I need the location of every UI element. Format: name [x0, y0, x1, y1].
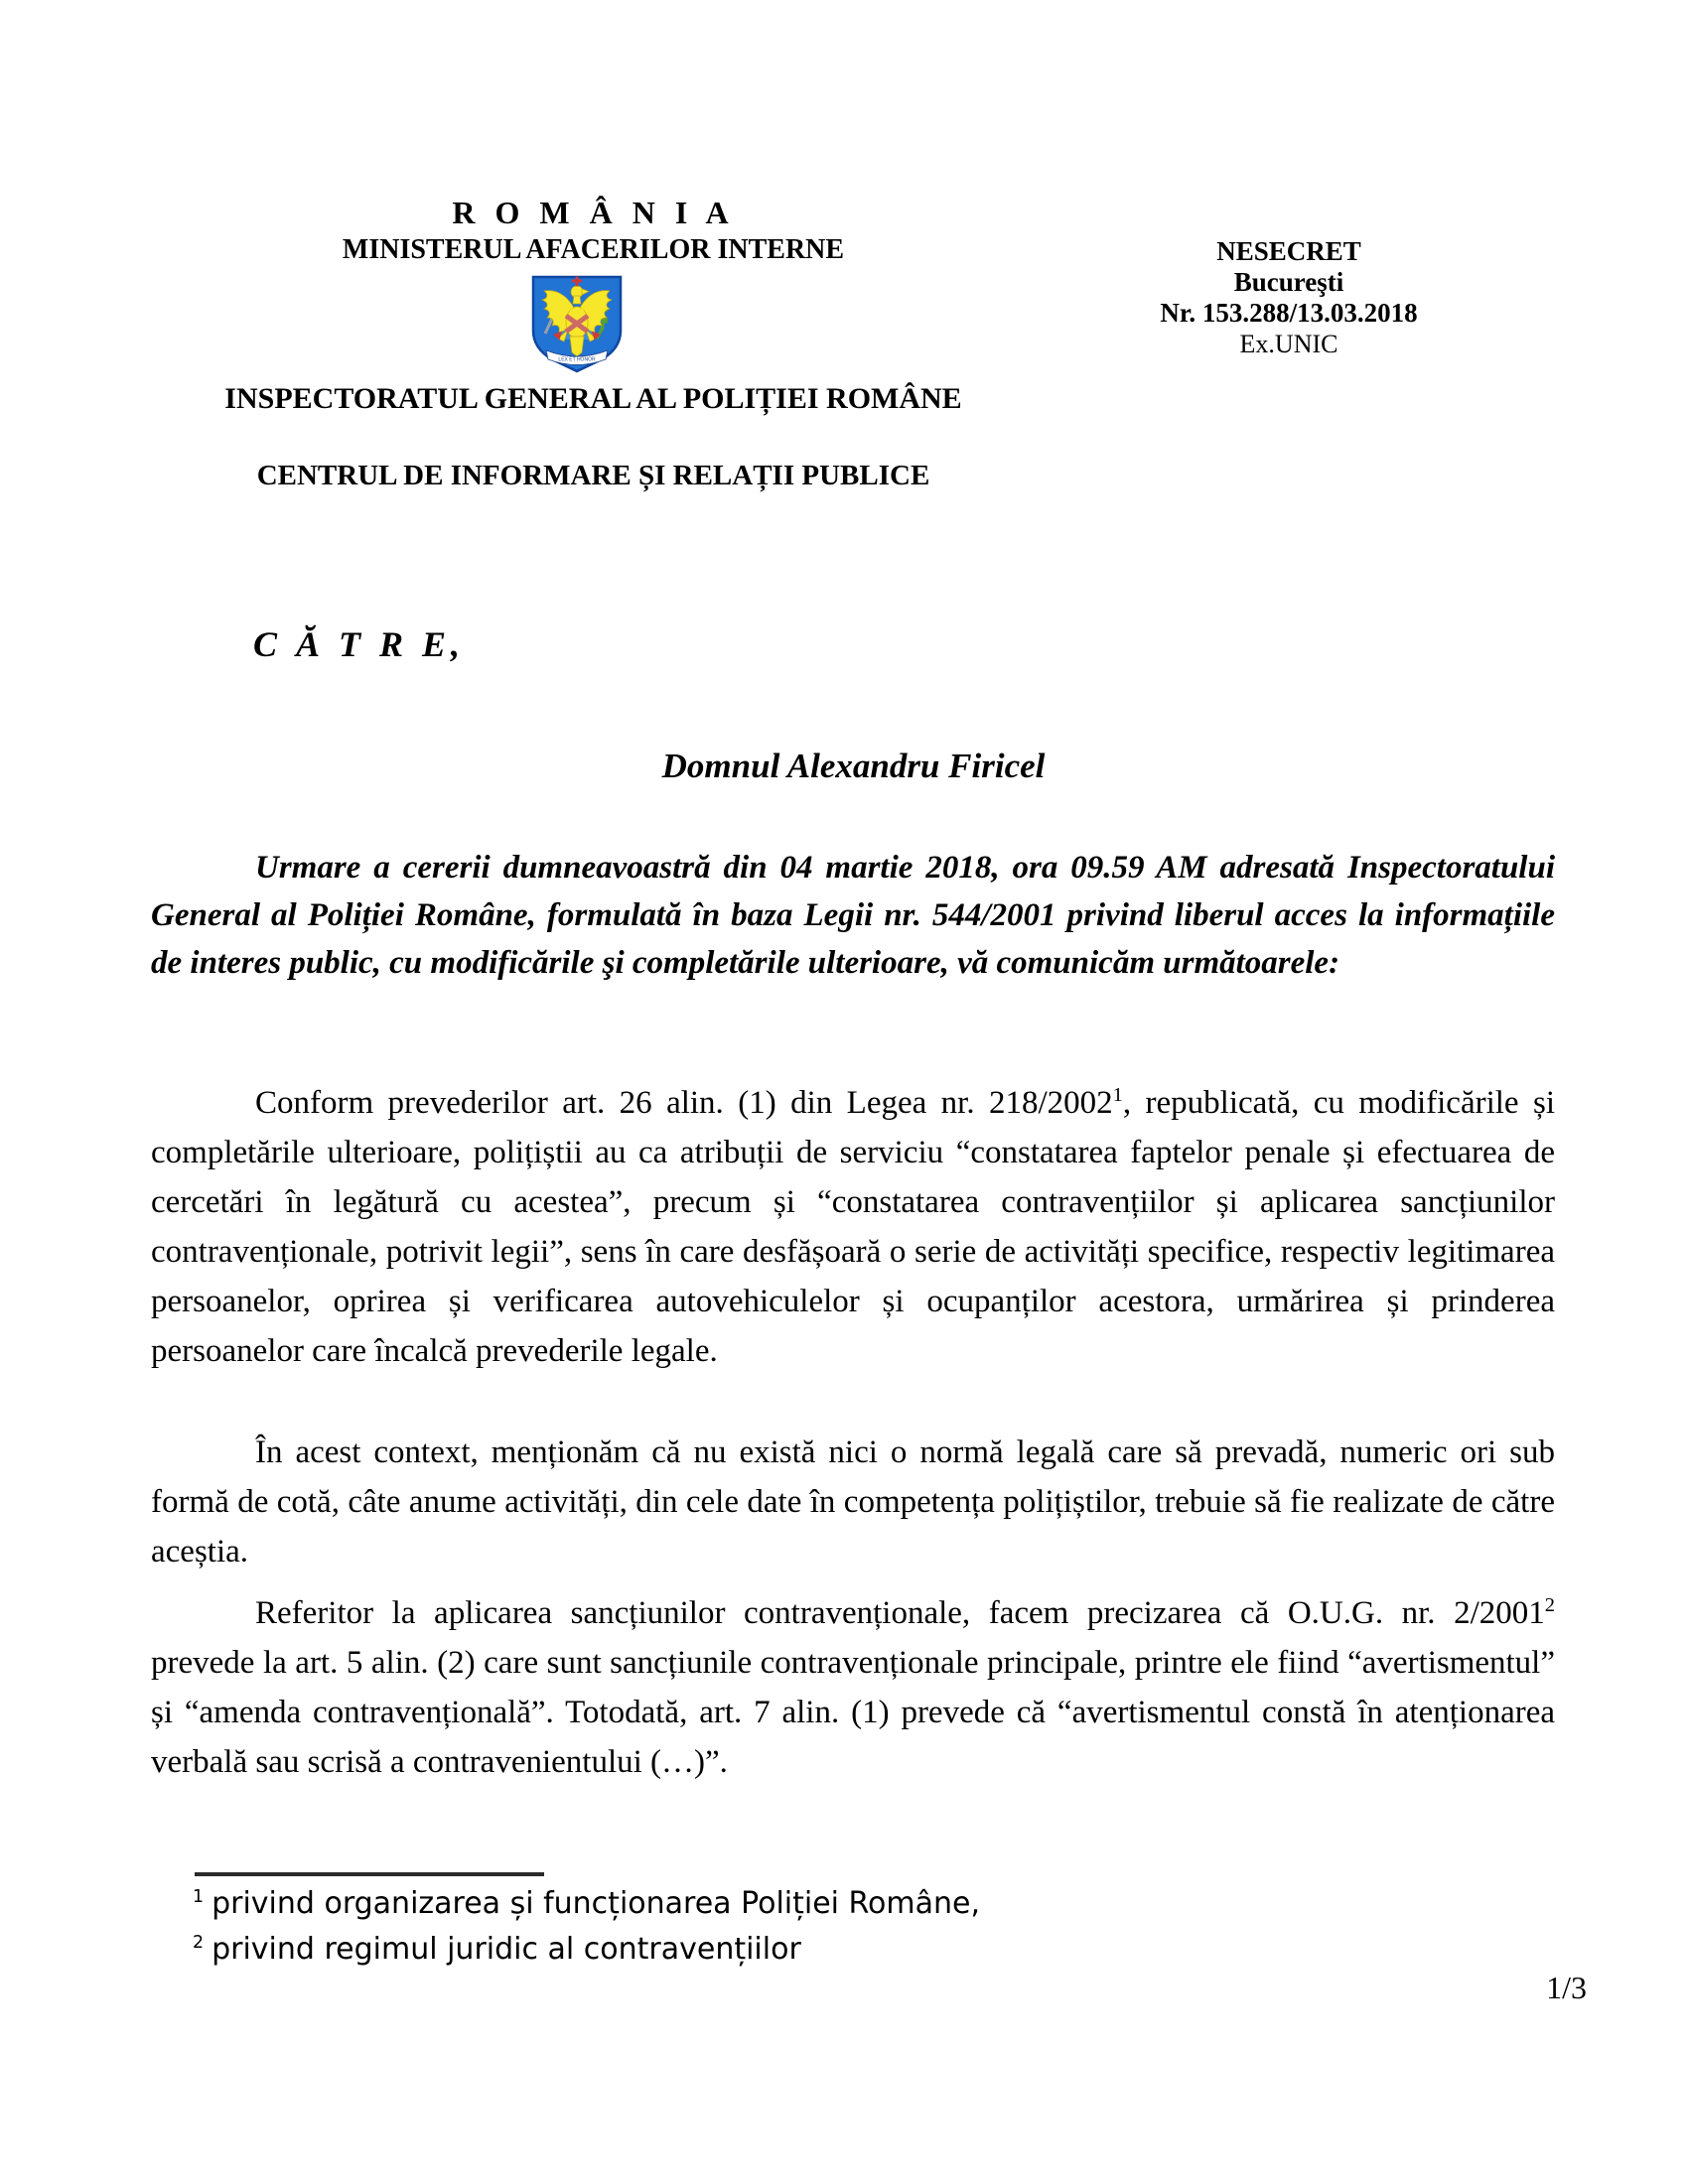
paragraph-text: prevede la art. 5 alin. (2) care sunt sancțiunile contravenționale principale, printre ele fiind “avertismentul” și “amenda contravențională”. Totodată, art. 7 alin. (1) prevede că “avertismentul constă în atenționarea verbală sau scrisă a contravenientului (…)”. [151, 1645, 1555, 1780]
romania-coat-of-arms-icon [529, 274, 625, 373]
footnote-1-text: privind organizarea și funcționarea Poliției Române, [211, 1886, 981, 1921]
body-paragraph-3 [151, 1588, 1555, 1787]
page-number: 1/3 [1546, 1970, 1587, 2005]
footnote-2-marker: 2 [193, 1933, 205, 1953]
footnote-reference-2: 2 [1544, 1594, 1555, 1616]
registration-number: Nr. 153.288/13.03.2018 [1160, 298, 1418, 328]
paragraph-text: Referitor la aplicarea sancțiunilor contravenționale, facem precizarea că O.U.G. nr. 2/2001 [255, 1595, 1545, 1631]
footnote-1-marker: 1 [193, 1887, 205, 1907]
footnote-1 [193, 1886, 1285, 1921]
classification-level: NESECRET [1216, 236, 1361, 266]
information-center-title: CENTRUL DE INFORMARE ȘI RELAȚII PUBLICE [256, 460, 930, 491]
paragraph-text: , republicată, cu modificările și completările ulterioare, polițiștii au ca atribuții de serviciu “constatarea faptelor penale și efectuarea de cercetări în legătură cu acestea”, precum și “constatarea contravențiilor și aplicarea sancțiunilor contravenționale, potrivit legii”, sens în care desfășoară o serie de activități specifice, respectiv legitimarea persoanelor, oprirea și verificarea autovehiculelor și ocupanților acestora, urmărirea și prinderea persoanelor care încalcă prevederile legale. [151, 1085, 1555, 1369]
footnote-reference-1: 1 [1112, 1084, 1123, 1106]
country-title: R O M Â N I A [452, 195, 735, 230]
footnote-separator-rule [195, 1872, 544, 1876]
body-paragraph-2: În acest context, menționăm că nu există nici o normă legală care să prevadă, numeric ori sub formă de cotă, câte anume activități, din cele date în competența polițiștilor, trebuie să fie realizate de către aceștia. [151, 1434, 1555, 1570]
copy-designation: Ex.UNIC [1239, 330, 1338, 358]
classification-block [1100, 236, 1477, 359]
intro-paragraph: Urmare a cererii dumneavoastră din 04 martie 2018, ora 09.59 AM adresată Inspectoratului General al Poliției Române, formulată în baza Legii nr. 544/2001 privind liberul acces la informațiile de interes public, cu modificările şi completările ulterioare, vă comunicăm următoarele: [151, 850, 1555, 981]
inspectorate-title: INSPECTORATUL GENERAL AL POLIȚIEI ROMÂNE [224, 382, 962, 415]
ministry-title: MINISTERUL AFACERILOR INTERNE [342, 234, 845, 265]
footnote-2-text: privind regimul juridic al contravențiilor [211, 1932, 801, 1967]
paragraph-text: Conform prevederilor art. 26 alin. (1) din Legea nr. 218/2002 [255, 1085, 1113, 1121]
classification-city: Bucureşti [1233, 267, 1344, 297]
header-organization-block [189, 195, 998, 492]
salutation: C Ă T R E, [253, 624, 466, 664]
addressee-name: Domnul Alexandru Firicel [661, 747, 1046, 785]
motto-text: LEX ET HONOR [557, 356, 596, 363]
body-paragraph-1 [151, 1078, 1555, 1376]
footnote-2 [193, 1932, 1285, 1967]
